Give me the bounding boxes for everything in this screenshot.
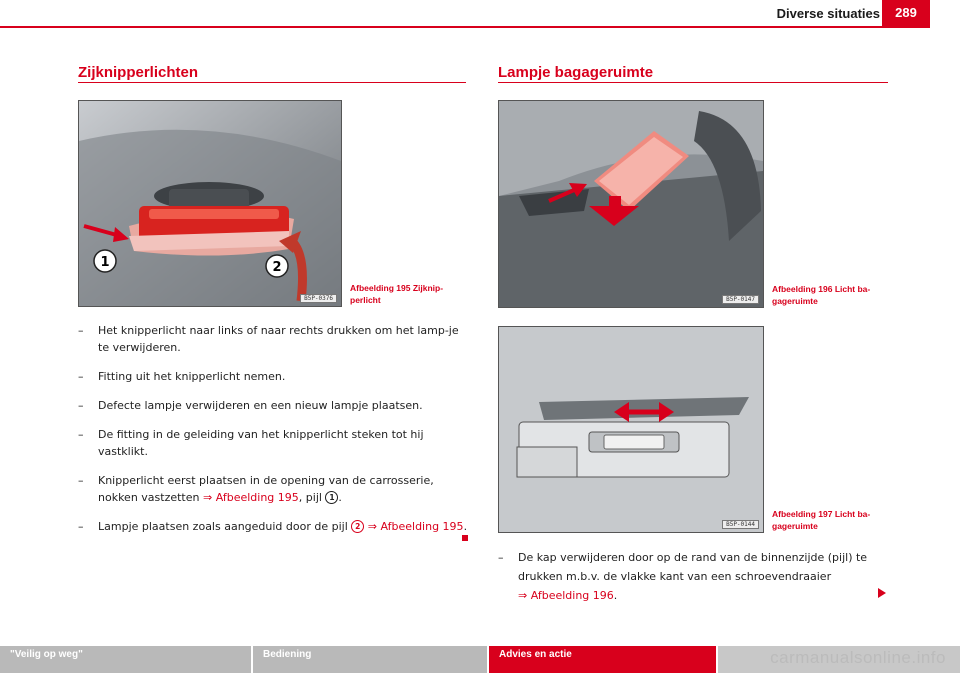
step-list [78, 322, 468, 547]
figure-caption-195: Afbeelding 195 Zijknip- perlicht [350, 283, 444, 305]
figure-caption-196: Afbeelding 196 Licht ba- gageruimte [772, 284, 871, 306]
step-item: – Knipperlicht eerst plaatsen in de opening van de carrosserie, nokken vastzetten ⇒ Afbeelding 195, pijl 1 . [78, 472, 468, 506]
callout-1: 1 [100, 255, 110, 270]
chapter-title: Diverse situaties [776, 6, 880, 21]
luggage-light-cover-illustration [499, 327, 763, 532]
callout-badge-1: 1 [325, 491, 338, 504]
figure-caption-197: Afbeelding 197 Licht ba- gageruimte [772, 509, 871, 531]
section-title-side-indicator: Zijknipperlichten [78, 64, 199, 81]
step-item: – De fitting in de geleiding van het knipperlicht steken tot hij vastklikt. [78, 426, 468, 460]
side-indicator-illustration [79, 101, 341, 306]
section-end-marker [462, 535, 468, 541]
figure-code: B5P-0376 [300, 294, 337, 303]
figure-code: B5P-0147 [722, 295, 759, 304]
figure-link[interactable]: ⇒ Afbeelding 196 [518, 589, 614, 602]
watermark: carmanualsonline.info [770, 648, 946, 667]
step-item: – Fitting uit het knipperlicht nemen. [78, 368, 468, 385]
step-item: – Lampje plaatsen zoals aangeduid door de pijl 2 ⇒ Afbeelding 195. [78, 518, 468, 535]
step-item: – De kap verwijderen door op de rand van de binnenzijde (pijl) te drukken m.b.v. de vlakke kant van een schroevendraaier ⇒ Afbeelding 196. [498, 548, 888, 605]
continue-arrow-icon [878, 588, 886, 598]
figure-link[interactable]: ⇒ Afbeelding 195 [202, 491, 299, 504]
footer-tab-safety[interactable]: "Veilig op weg" [0, 646, 251, 673]
callout-badge-2: 2 [351, 520, 364, 533]
figure-195 [78, 100, 342, 307]
footer-tab-operation[interactable]: Bediening [253, 646, 487, 673]
figure-link[interactable]: ⇒ Afbeelding 195 [367, 520, 464, 533]
header-rule [0, 26, 930, 28]
figure-196 [498, 100, 764, 308]
section-title-luggage-light: Lampje bagageruimte [498, 64, 654, 81]
luggage-light-illustration [499, 101, 763, 307]
figure-197 [498, 326, 764, 533]
page-number: 289 [882, 0, 930, 26]
callout-2: 2 [272, 260, 282, 275]
step-item: – Defecte lampje verwijderen en een nieuw lampje plaatsen. [78, 397, 468, 414]
section-rule-left [78, 82, 466, 83]
step-item: – Het knipperlicht naar links of naar rechts drukken om het lamp-je te verwijderen. [78, 322, 468, 356]
figure-code: B5P-0144 [722, 520, 759, 529]
footer-tab-advice[interactable]: Advies en actie [489, 646, 716, 673]
section-rule-right [498, 82, 888, 83]
